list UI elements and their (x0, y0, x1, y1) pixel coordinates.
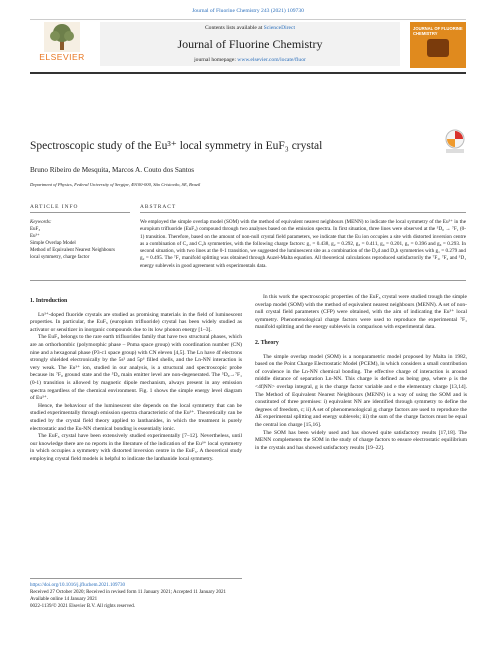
journal-citation[interactable]: Journal of Fluorine Chemistry 243 (2021) 109730 (192, 8, 304, 14)
doi-link[interactable]: https://doi.org/10.1016/j.jfluchem.2021.109730 (30, 583, 126, 588)
paragraph: The SOM has been widely used and has showed quite satisfactory results [17,18]. The MENN complements the SOM in the study of charge factors to ensure electrostatic equilibrium in the crystals and has showed satisfactory results [19–22]. (255, 429, 467, 451)
authors: Bruno Ribeiro de Mesquita, Marcos A. Couto dos Santos (30, 166, 195, 174)
paragraph: Ln³⁺-doped fluoride crystals are studied as promising materials in the field of luminescent properties. In particular, the EuF₃ (europium trifluoride) crystal has been widely studied as activator or sensitizer in inorganic compounds due to its low phonon energy [1–3]. (30, 311, 242, 333)
paragraph: The EuF₃ belongs to the rare earth trifluorides family that have two structural phases, which are an orthorhombic (polymorphic phase – Pnma space group) with coordination number (CN) nine and a hexagonal phase (P3-c1 space group) with CN eleven [4,5]. The Ln have 4f electrons strongly shielded electronically by the 5s² and 5p⁶ filled shells, and the Ln-NN interaction is very weak. The Eu³⁺ ion, studied in our analysis, is a structural and spectroscopic probe because its ⁷F₀ ground state and the ⁵D₀ main emitter level are non-degenerated. The ⁵D₀→⁷F₁ (0-1) transition is allowed by magnetic dipole mechanism, always present in any emission spectra regardless of the chemical environment. Fig. 1 shows the simple energy level diagram of Eu³⁺. (30, 334, 242, 402)
copyright: 0022-1139/© 2021 Elsevier B.V. All rights reserved. (30, 604, 136, 609)
keywords-label: Keywords: (30, 220, 52, 225)
sciencedirect-link[interactable]: ScienceDirect (263, 25, 296, 31)
journal-homepage (100, 57, 400, 63)
received-dates: Received 27 October 2020; Received in revised form 11 January 2021; Accepted 11 January 2021 (30, 590, 226, 595)
paragraph: In this work the spectroscopic properties of the EuF₃ crystal were studied trough the simple overlap model (SOM) with the method of equivalent nearest neighbours (MENN). A set of non-null crystal field parameters (CFP) were obtained, with the aim of indicating the Eu³⁺ local symmetry. Phenomenological charge factors were used to reproduce the experimental ⁷F₁ manifold splitting and the energy sublevels in comparison with experimental data. (255, 294, 467, 331)
article-title: Spectroscopic study of the Eu³⁺ local symmetry in EuF₃ crystal (30, 140, 323, 152)
keyword: local symmetry, charge factor (30, 255, 90, 260)
article-footer (30, 578, 242, 610)
article-info-label: ARTICLE INFO (30, 204, 79, 210)
journal-cover[interactable] (410, 22, 466, 68)
contents-line (100, 25, 400, 31)
body-right-column (255, 294, 467, 452)
keywords-block (30, 219, 130, 261)
keyword: Method of Equivalent Nearest Neighbours (30, 248, 115, 253)
cover-title: JOURNAL OF FLUORINE CHEMISTRY (413, 26, 463, 37)
keyword: EuF₃ (30, 227, 41, 232)
available-online: Available online 14 January 2021 (30, 597, 98, 602)
abstract-text: We employed the simple overlap model (SOM) with the method of equivalent nearest neighbours (MENN) to indicate the local symmetry of the Eu³⁺ in the europium trifluoride (EuF₃) compound through two analyses based on the emission spectra. In first situation, three lines were observed at the ⁵D₀ → ⁷F₁ (0-1) transition. Therefore, based on the amount of non-null crystal field parameters, we indicate that the Eu ion occupies a site with distorted inversion centre as a combination of C₂ and C₂h symmetries, with the following charge factors: g₁ = 0.438, g₂ = 0.292, g₃ = 0.411, g₄ = 0.201, g₅ = 0.396 and g₆ = 0.293. In second situation, with two lines at the 0-1 transition, we suggested the luminescent site as a combination of the D₃d and D₃h symmetries with g₁ = 0.279 and g₂ = 0.495. The ⁷F₁ manifold splitting was obtained through Auzel-Malta equation. All theoretical calculations reproduced satisfactorily the ⁷F₁, ⁷F₂ and ⁵D₁ energy sublevels in good agreement with experimentals data. (140, 219, 466, 269)
crossmark-icon[interactable] (444, 128, 466, 154)
elsevier-tree-icon (44, 22, 80, 52)
keyword: Simple Overlap Model (30, 241, 76, 246)
section-heading-introduction: 1. Introduction (30, 298, 68, 304)
affiliation: Department of Physics, Federal University of Sergipe, 49100-000, São Cristovão, SE, Brazil (30, 182, 201, 187)
journal-title: Journal of Fluorine Chemistry (177, 37, 323, 51)
body-left-column (30, 294, 242, 463)
divider (30, 212, 130, 213)
divider (140, 212, 466, 213)
paragraph: The EuF₃ crystal have been extensively studied experimentally [7–12]. Nevertheless, until our knowledge there are no reports in the literature of the indication of the Eu³⁺ local symmetry in which occupies a symmetry with distorted inversion centre in the EuF₃. A theoretical study employing crystal field models is helpful to indicate the lanthanide local symmetry. (30, 433, 242, 462)
abstract-label: ABSTRACT (140, 204, 177, 210)
homepage-link[interactable]: www.elsevier.com/locate/fluor (237, 57, 306, 63)
elsevier-logo[interactable] (30, 22, 94, 68)
section-heading-theory: 2. Theory (255, 339, 279, 346)
contents-prefix: Contents lists available at (204, 25, 264, 31)
paragraph: Hence, the behaviour of the luminescent site depends on the local symmetry that can be studied experimentally through emission spectra characteristic of the Eu³⁺. Theoretically can be studied by the crystal field theory applied to lanthanides, in which the treatment is purely electrostatic and the Eu-NN chemical bonding is essentially ionic. (30, 402, 242, 432)
cover-image (427, 39, 449, 57)
publisher-name: ELSEVIER (39, 52, 85, 62)
divider (30, 280, 466, 281)
keyword: Eu³⁺ (30, 234, 40, 239)
paragraph: The simple overlap model (SOM) is a nonparametric model proposed by Malta in 1982, based on the Point Charge Electrostatic Model (PCEM), in which considers a small contribution of covalence in the Ln-NN chemical bonding. The effective charge of interaction is around middle distance of separation Ln-NN. This charge is defined as being geρ, where ρ is the <4f|NN> overlap integral, g is the charge factor variable and e the elementary charge [13,14]. The Method of Equivalent Nearest Neighbours (MENN) is a way of using the SOM and is constituted of three premises: i) equivalent NN are identified through symmetry to define the degrees of freedom, c; ii) A set of phenomenological gⱼ charge factors are used to reproduce the ΔE experimental splitting and energy sublevels; iii) the sum of the charge factors must be equal the central ion charge [15,16]. (255, 353, 467, 428)
journal-header-box (100, 22, 400, 66)
homepage-prefix: journal homepage: (194, 57, 238, 63)
